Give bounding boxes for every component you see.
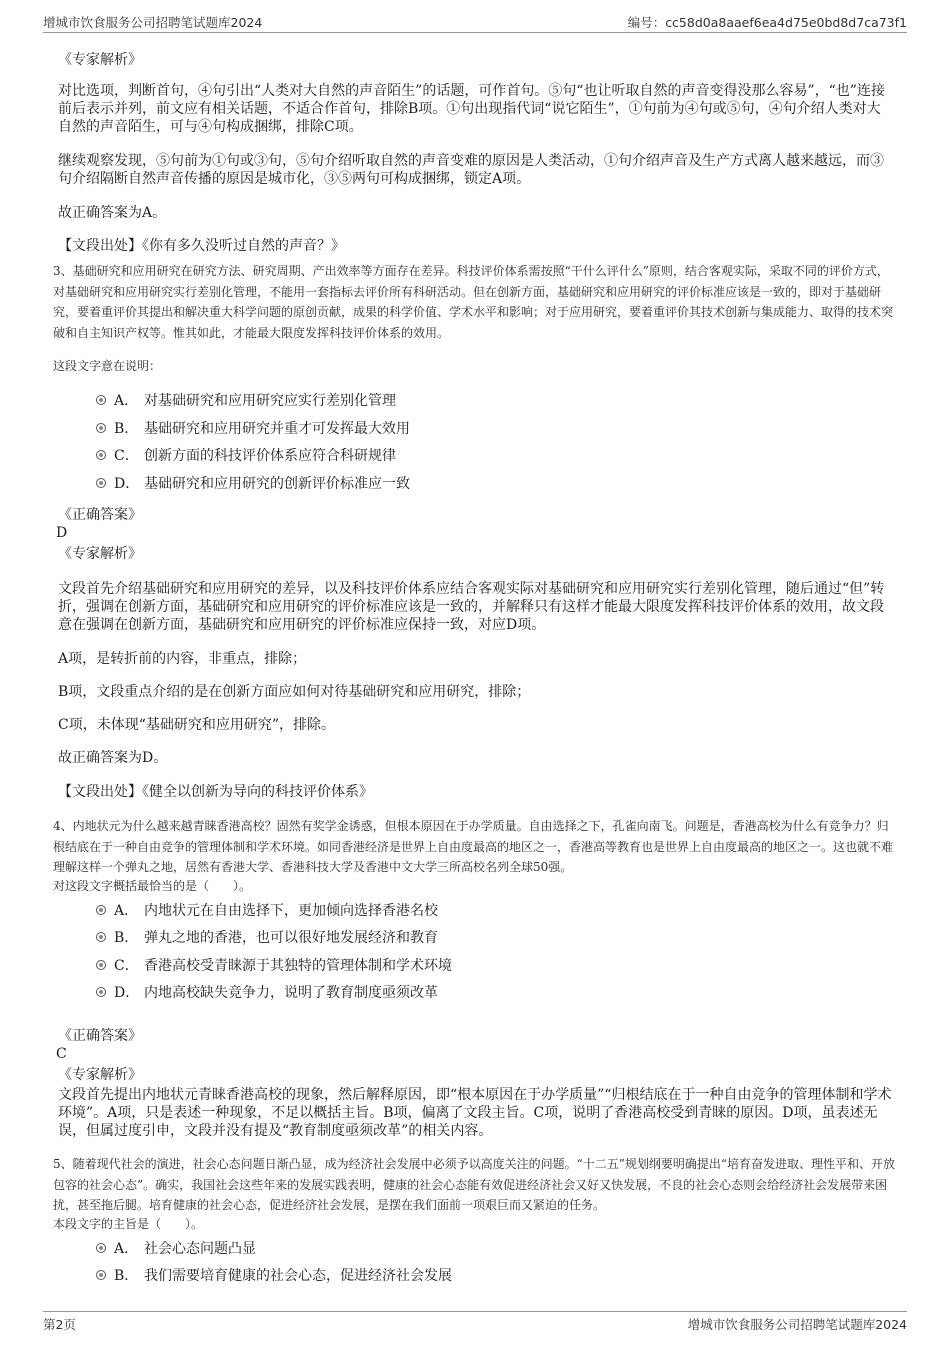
option-text: 对基础研究和应用研究应实行差别化管理	[144, 393, 396, 409]
header-document-id: 编号：cc58d0a8aaef6ea4d75e0bd8d7ca73f1	[627, 15, 907, 30]
page-footer	[43, 1311, 907, 1336]
q5-option-a[interactable]: A． 社会心态问题凸显	[96, 1239, 256, 1259]
q4-analysis-label: 《专家解析》	[58, 1067, 142, 1083]
q4-stem: 4、内地状元为什么越来越青睐香港高校？固然有奖学金诱惑，但根本原因在于办学质量。自由选择之下，孔雀向南飞。问题是，香港高校为什么有竞争力？归根结底在于一种自由竞争的管理体制和学术环境。如同香港经济是世界上自由度最高的地区之一，香港高等教育也是世界上自由度最高的地区之一。这也就不难理解这样一个弹丸之地，居然有香港大学、香港科技大学及香港中文大学三所高校名列全球50强。	[53, 819, 894, 874]
q3-option-d[interactable]: D． 基础研究和应用研究的创新评价标准应一致	[96, 474, 410, 494]
radio-icon[interactable]	[96, 987, 106, 997]
radio-icon[interactable]	[96, 905, 106, 915]
page-number: 第2页	[43, 1317, 76, 1332]
q4-answer: C	[56, 1046, 67, 1062]
radio-icon[interactable]	[96, 1243, 106, 1253]
q4-option-c[interactable]: C． 香港高校受青睐源于其独特的管理体制和学术环境	[96, 956, 452, 976]
q2-analysis-label: 《专家解析》	[58, 52, 142, 68]
q3-analysis-option-b: B项，文段重点介绍的是在创新方面应如何对待基础研究和应用研究，排除；	[58, 684, 531, 700]
q3-stem: 3、基础研究和应用研究在研究方法、研究周期、产出效率等方面存在差异。科技评价体系需按照“干什么评什么”原则，结合客观实际，采取不同的评价方式，对基础研究和应用研究实行差别化管理，不能用一套指标去评价所有科研活动。但在创新方面，基础研究和应用研究的评价标准应该是一致的，即对于基础研究，要着重评价其提出和解决重大科学问题的原创贡献，成果的科学价值、学术水平和影响；对于应用研究，要着重评价其技术创新与集成能力、取得的技术突破和自主知识产权等。惟其如此，才能最大限度发挥科技评价体系的效用。	[53, 264, 894, 340]
option-text: 香港高校受青睐源于其独特的管理体制和学术环境	[144, 958, 452, 974]
q2-conclusion: 故正确答案为A。	[58, 205, 167, 221]
q3-analysis-option-c: C项，未体现“基础研究和应用研究”，排除。	[58, 717, 336, 733]
q4-answer-label: 《正确答案》	[58, 1028, 142, 1044]
option-text: 我们需要培育健康的社会心态，促进经济社会发展	[144, 1268, 452, 1284]
option-text: 弹丸之地的香港，也可以很好地发展经济和教育	[144, 930, 438, 946]
radio-icon[interactable]	[96, 932, 106, 942]
q5-option-b[interactable]: B． 我们需要培育健康的社会心态，促进经济社会发展	[96, 1266, 452, 1286]
radio-icon[interactable]	[96, 1270, 106, 1280]
radio-icon[interactable]	[96, 423, 106, 433]
option-text: 社会心态问题凸显	[144, 1241, 256, 1257]
footer-title: 增城市饮食服务公司招聘笔试题库2024	[687, 1317, 907, 1332]
q4-analysis-paragraph: 文段首先提出内地状元青睐香港高校的现象，然后解释原因，即“根本原因在于办学质量”“归根结底在于一种自由竞争的管理体制和学术环境”。A项，只是表述一种现象，不足以概括主旨。B项，偏离了文段主旨。C项，说明了香港高校受到青睐的原因。D项，虽表述无误，但属过度引申，文段并没有提及“教育制度亟须改革”的相关内容。	[58, 1087, 892, 1139]
radio-icon[interactable]	[96, 960, 106, 970]
option-text: 创新方面的科技评价体系应符合科研规律	[144, 448, 396, 464]
q3-analysis-paragraph: 文段首先介绍基础研究和应用研究的差异，以及科技评价体系应结合客观实际对基础研究和应用研究实行差别化管理，随后通过“但”转折，强调在创新方面，基础研究和应用研究的评价标准应该是一致的，并解释只有这样才能最大限度发挥科技评价体系的效用，故文段意在强调在创新方面，基础研究和应用研究的评价标准应保持一致，对应D项。	[58, 581, 885, 633]
header-title: 增城市饮食服务公司招聘笔试题库2024	[43, 15, 263, 30]
q5-question: 本段文字的主旨是（ ）。	[53, 1217, 204, 1231]
q3-analysis-label: 《专家解析》	[58, 546, 142, 562]
q4-question: 对这段文字概括最恰当的是（ ）。	[53, 879, 252, 893]
page-header	[43, 10, 907, 33]
radio-icon[interactable]	[96, 395, 106, 405]
q3-question: 这段文字意在说明：	[53, 359, 162, 373]
q3-option-a[interactable]: A． 对基础研究和应用研究应实行差别化管理	[96, 391, 396, 411]
option-text: 内地高校缺失竞争力，说明了教育制度亟须改革	[144, 985, 438, 1001]
q2-analysis-paragraph-2: 继续观察发现，⑤句前为①句或③句，⑤句介绍听取自然的声音变难的原因是人类活动，①句介绍声音及生产方式离人越来越远，而③句介绍隔断自然声音传播的原因是城市化，③⑤两句可构成捆绑，锁定A项。	[58, 153, 884, 187]
q3-conclusion: 故正确答案为D。	[58, 750, 168, 766]
radio-icon[interactable]	[96, 450, 106, 460]
q4-option-b[interactable]: B． 弹丸之地的香港，也可以很好地发展经济和教育	[96, 928, 438, 948]
q4-option-a[interactable]: A． 内地状元在自由选择下，更加倾向选择香港名校	[96, 901, 438, 921]
q3-analysis-option-a: A项，是转折前的内容，非重点，排除；	[58, 651, 307, 667]
q3-option-c[interactable]: C． 创新方面的科技评价体系应符合科研规律	[96, 446, 396, 466]
q2-source: 【文段出处】《你有多久没听过自然的声音？》	[58, 238, 345, 254]
q3-answer: D	[56, 525, 68, 541]
radio-icon[interactable]	[96, 478, 106, 488]
q2-analysis-paragraph-1: 对比选项，判断首句，④句引出“人类对大自然的声音陌生”的话题，可作首句。⑤句“也让听取自然的声音变得没那么容易”，“也”连接前后表示并列，前文应有相关话题，不适合作首句，排除B项。①句出现指代词“说它陌生”，①句前为④句或⑤句，④句介绍人类对大自然的声音陌生，可与④句构成捆绑，排除C项。	[58, 83, 885, 135]
q4-option-d[interactable]: D． 内地高校缺失竞争力，说明了教育制度亟须改革	[96, 983, 438, 1003]
q3-option-b[interactable]: B． 基础研究和应用研究并重才可发挥最大效用	[96, 419, 410, 439]
q3-source: 【文段出处】《健全以创新为导向的科技评价体系》	[58, 784, 373, 800]
option-text: 基础研究和应用研究的创新评价标准应一致	[144, 476, 410, 492]
q3-answer-label: 《正确答案》	[58, 507, 142, 523]
option-text: 内地状元在自由选择下，更加倾向选择香港名校	[144, 903, 438, 919]
option-text: 基础研究和应用研究并重才可发挥最大效用	[144, 421, 410, 437]
q5-stem: 5、随着现代社会的演进，社会心态问题日渐凸显，成为经济社会发展中必须予以高度关注的问题。“十二五”规划纲要明确提出“培育奋发进取、理性平和、开放包容的社会心态”。确实，我国社会这些年来的发展实践表明，健康的社会心态能有效促进经济社会又好又快发展，不良的社会心态则会给经济社会发展带来困扰，甚至拖后腿。培育健康的社会心态，促进经济社会发展，是摆在我们面前一项艰巨而又紧迫的任务。	[53, 1157, 896, 1212]
